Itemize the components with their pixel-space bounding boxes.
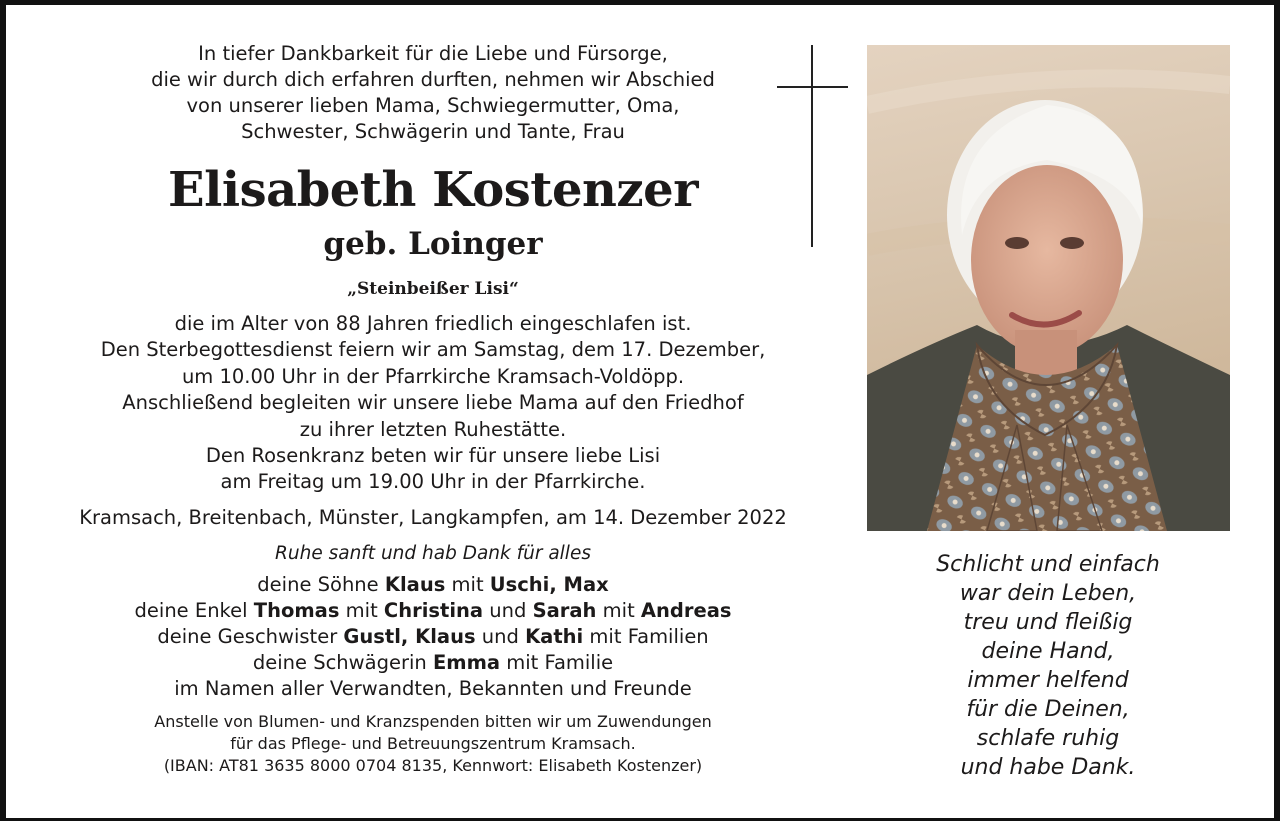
family-list <box>30 572 836 702</box>
poem-line: treu und fleißig <box>963 610 1133 635</box>
donation-line: für das Pflege- und Betreuungszentrum Kramsach. <box>230 734 636 753</box>
poem-line: für die Deinen, <box>966 697 1130 722</box>
family-line-relatives: im Namen aller Verwandten, Bekannten und Freunde <box>174 677 692 700</box>
donation-line: (IBAN: AT81 3635 8000 0704 8135, Kennwort: Elisabeth Kostenzer) <box>163 756 703 775</box>
intro-line: Schwester, Schwägerin und Tante, Frau <box>241 120 625 143</box>
cross-icon <box>811 45 813 247</box>
cross-icon-bar <box>777 86 848 88</box>
family-line-sister-in-law: deine Schwägerin Emma mit Familie <box>252 651 614 674</box>
family-line-sons: deine Söhne Klaus mit Uschi, Max <box>257 573 609 596</box>
announcement-line: um 10.00 Uhr in der Pfarrkirche Kramsach-Voldöpp. <box>181 364 685 388</box>
announcement-line: Den Sterbegottesdienst feiern wir am Samstag, dem 17. Dezember, <box>100 338 766 362</box>
nickname: „Steinbeißer Lisi“ <box>347 279 519 299</box>
poem-line: und habe Dank. <box>960 755 1136 780</box>
announcement-line: Anschließend begleiten wir unsere liebe Mama auf den Friedhof <box>122 391 744 415</box>
announcement-line: am Freitag um 19.00 Uhr in der Pfarrkirche. <box>220 470 646 494</box>
motto: Ruhe sanft und hab Dank für alles <box>275 543 591 564</box>
intro-text <box>30 41 836 145</box>
announcement-line: zu ihrer letzten Ruhestätte. <box>299 417 567 441</box>
deceased-name: Elisabeth Kostenzer <box>168 162 698 218</box>
donation-note <box>30 711 836 777</box>
intro-line: die wir durch dich erfahren durften, nehmen wir Abschied <box>151 68 715 91</box>
poem-line: immer helfend <box>967 668 1129 693</box>
poem-line: war dein Leben, <box>959 581 1137 606</box>
place-and-date: Kramsach, Breitenbach, Münster, Langkampfen, am 14. Dezember 2022 <box>79 506 787 529</box>
portrait-illustration <box>867 45 1230 531</box>
announcement-line: Den Rosenkranz beten wir für unsere liebe Lisi <box>205 444 661 468</box>
birth-name: geb. Loinger <box>323 226 543 262</box>
intro-line: von unserer lieben Mama, Schwiegermutter, Oma, <box>186 94 680 117</box>
announcement-text <box>30 311 836 496</box>
poem-line: deine Hand, <box>981 639 1115 664</box>
portrait-photo <box>867 45 1230 531</box>
announcement-line: die im Alter von 88 Jahren friedlich eingeschlafen ist. <box>174 312 692 335</box>
poem-line: Schlicht und einfach <box>936 552 1160 577</box>
family-line-grandchildren: deine Enkel Thomas mit Christina und Sarah mit Andreas <box>134 599 732 622</box>
intro-line: In tiefer Dankbarkeit für die Liebe und Fürsorge, <box>198 42 668 65</box>
family-line-siblings: deine Geschwister Gustl, Klaus und Kathi mit Familien <box>157 625 709 648</box>
donation-line: Anstelle von Blumen- und Kranzspenden bitten wir um Zuwendungen <box>154 712 712 731</box>
poem-line: schlafe ruhig <box>976 726 1120 751</box>
poem <box>870 550 1226 782</box>
